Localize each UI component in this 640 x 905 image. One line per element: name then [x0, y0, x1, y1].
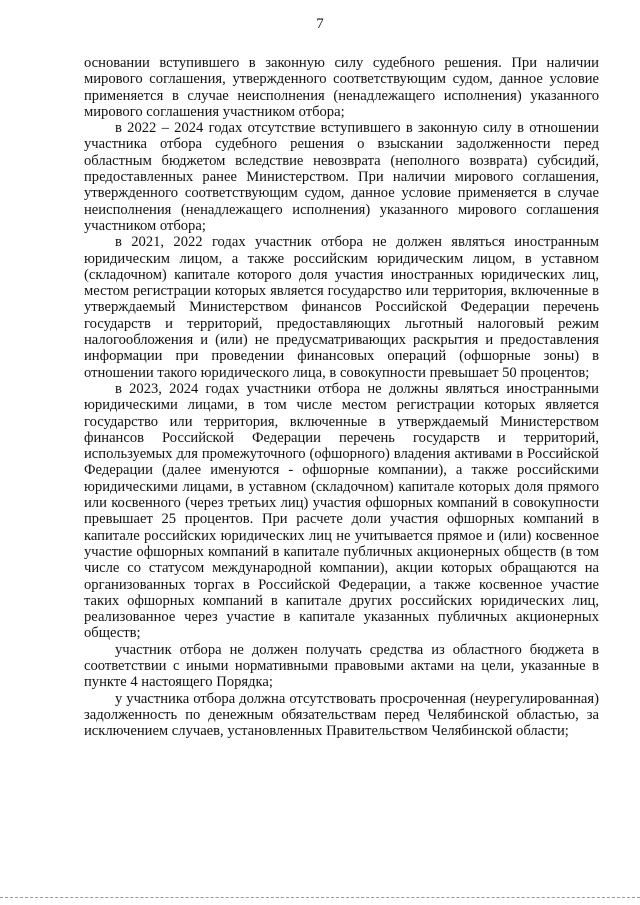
paragraph-foreign-entity-2021-2022: в 2021, 2022 годах участник отбора не должен являться иностранным юридическим лицом, а также российским юридическим лицом, в уставном (складочном) капитале которого доля участия иностранных юридических лиц, местом регистрации которых является государство или территория, включенные в утверждаемый Министерством финансов Российской Федерации перечень государств и территорий, предоставляющих льготный налоговый режим налогообложения и (или) не предусматривающих раскрытия и предоставления информации при проведении финансовых операций (офшорные зоны) в отношении такого юридического лица, в совокупности превышает 50 процентов; [84, 234, 599, 381]
bottom-scan-border [0, 897, 640, 898]
document-body [84, 55, 599, 739]
page-number: 7 [316, 16, 324, 32]
paragraph-court-decision-continuation: основании вступившего в законную силу судебного решения. При наличии мирового соглашения, утвержденного соответствующим судом, данное условие применяется в случае неисполнения (ненадлежащего исполнения) указанного мирового соглашения участником отбора; [84, 55, 599, 120]
paragraph-no-overdue-debt: у участника отбора должна отсутствовать просроченная (неурегулированная) задолженность по денежным обязательствам перед Челябинской областью, за исключением случаев, установленных Правительством Челябинской области; [84, 690, 599, 740]
paragraph-offshore-2023-2024: в 2023, 2024 годах участники отбора не должны являться иностранными юридическими лицами, в том числе местом регистрации которых является государство или территория, включенные в утверждаемый Министерством финансов Российской Федерации перечень государств и территорий, используемых для промежуточного (офшорного) владения активами в Российской Федерации (далее именуются - офшорные компании), а также российскими юридическими лицами, в уставном (складочном) капитале которых доля прямого или косвенного (через третьих лиц) участия офшорных компаний в совокупности превышает 25 процентов. При расчете доли участия офшорных компаний в капитале российских юридических лиц не учитывается прямое и (или) косвенное участие офшорных компаний в капитале публичных акционерных обществ (в том числе со статусом международной компании), акции которых обращаются на организованных торгах в Российской Федерации, а также косвенное участие таких офшорных компаний в капитале других российских юридических лиц, реализованное через участие в капитале указанных публичных акционерных обществ; [84, 380, 599, 642]
paragraph-debt-2022-2024: в 2022 – 2024 годах отсутствие вступившего в законную силу в отношении участника отбора судебного решения о взыскании задолженности перед областным бюджетом вследствие невозврата (неполного возврата) субсидий, предоставленных ранее Министерством. При наличии мирового соглашения, утвержденного соответствующим судом, данное условие применяется в случае неисполнения (ненадлежащего исполнения) указанного мирового соглашения участником отбора; [84, 120, 599, 234]
paragraph-no-other-funds: участник отбора не должен получать средства из областного бюджета в соответствии с иными нормативными правовыми актами на цели, указанные в пункте 4 настоящего Порядка; [84, 641, 599, 691]
